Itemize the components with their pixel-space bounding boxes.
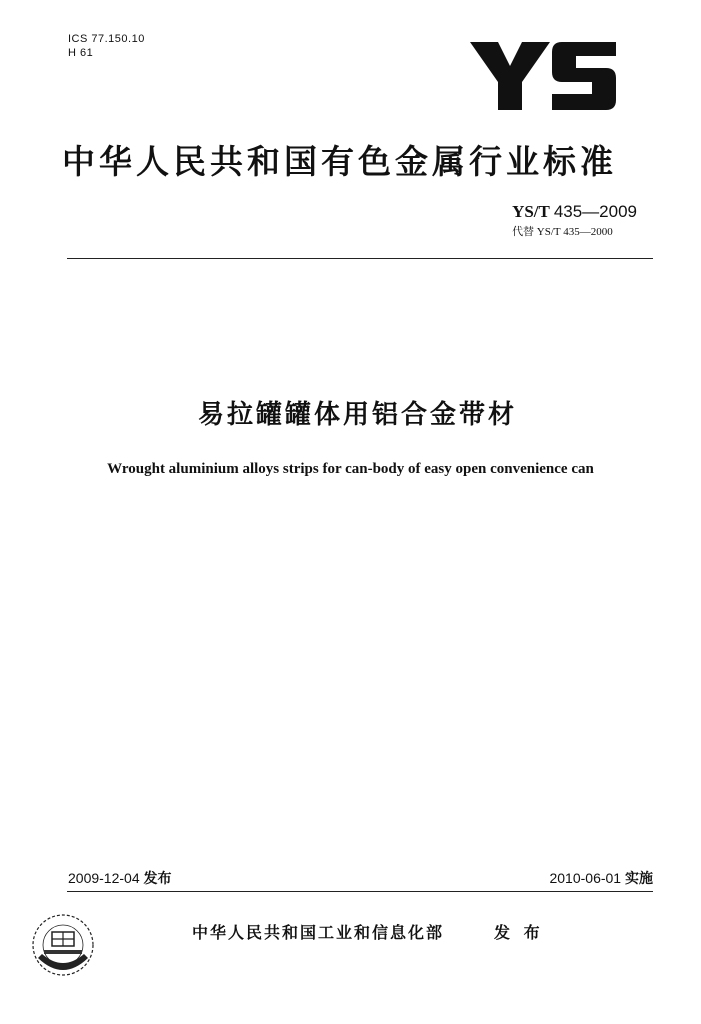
publish-label: 发 布 bbox=[494, 923, 540, 942]
standard-code: 435—2009 bbox=[553, 202, 637, 221]
header-divider bbox=[67, 258, 653, 259]
standard-number bbox=[512, 202, 637, 222]
issue-date: 2009-12-04 bbox=[68, 870, 140, 886]
ics-code: ICS 77.150.10 bbox=[68, 33, 145, 45]
replaces-standard: 代替 YS/T 435—2000 bbox=[512, 226, 613, 238]
issue-date-line bbox=[68, 868, 172, 888]
ccs-code: H 61 bbox=[68, 47, 94, 59]
standard-prefix: YS/T bbox=[512, 202, 550, 221]
publisher-name: 中华人民共和国工业和信息化部 bbox=[192, 923, 445, 942]
publisher-seal-icon bbox=[28, 910, 98, 980]
standard-number-block bbox=[512, 202, 637, 239]
implementation-date: 2010-06-01 bbox=[549, 870, 622, 886]
industry-standard-title: 中华人民共和国有色金属行业标准 bbox=[62, 142, 617, 181]
chinese-title: 易拉罐罐体用铝合金带材 bbox=[197, 400, 517, 430]
implementation-label: 实施 bbox=[625, 871, 653, 887]
issue-label: 发布 bbox=[143, 871, 172, 887]
english-title: Wrought aluminium alloys strips for can-body of easy open convenience can bbox=[107, 461, 594, 477]
footer-divider bbox=[67, 891, 653, 892]
ys-logo bbox=[468, 40, 618, 112]
implementation-date-line bbox=[549, 868, 653, 888]
classification-codes bbox=[68, 32, 145, 60]
